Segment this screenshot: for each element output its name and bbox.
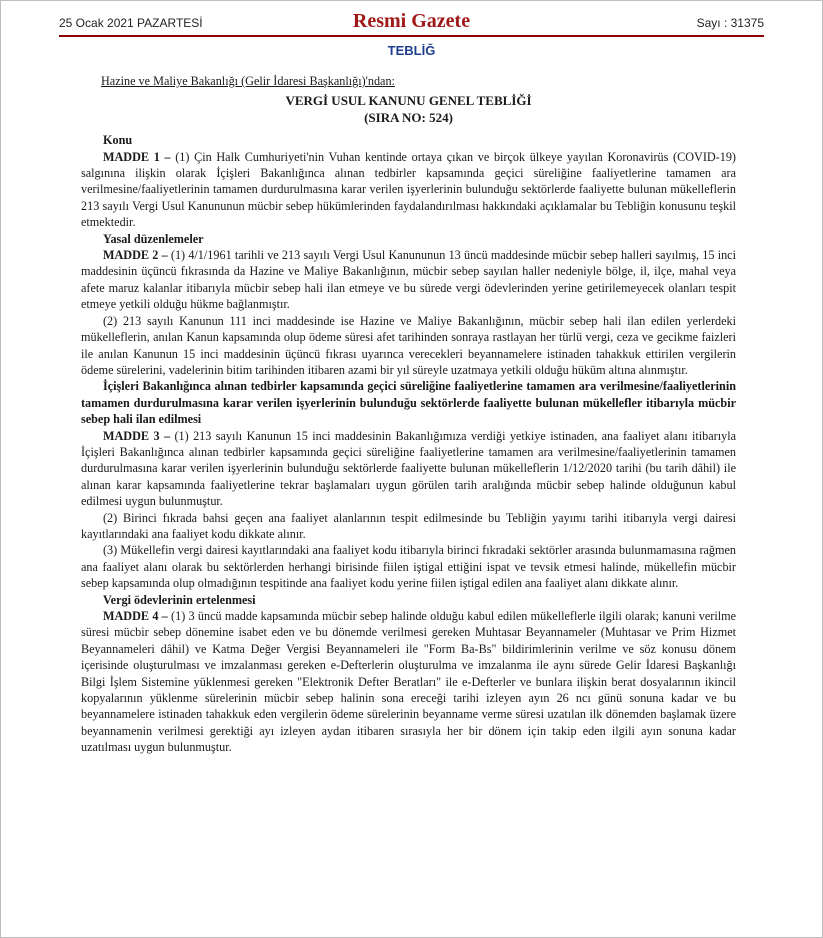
document-body xyxy=(81,73,736,756)
paragraph xyxy=(81,542,736,591)
header-date: 25 Ocak 2021 PAZARTESİ xyxy=(59,16,203,30)
section-heading: Konu xyxy=(103,133,133,148)
article-label: MADDE 2 – xyxy=(103,248,168,263)
issuer-line: Hazine ve Maliye Bakanlığı (Gelir İdaresi Başkanlığı)'ndan: xyxy=(101,74,395,88)
section-title: TEBLİĞ xyxy=(387,43,436,58)
paragraph-text: (2) 213 sayılı Kanunun 111 inci maddesinde ise Hazine ve Maliye Bakanlığının, mücbir sebep hali ilan edilen yerlerdeki mükelleflerin, anılan Kanun kapsamında olup ödeme süresi afet tarihinden sonraya rastlayan her türlü vergi, ceza ve gecikme faizleri ile anılan Kanunun 15 inci maddesinin üçüncü fıkrası uyarınca verecekleri beyannamelere istinaden tahakkuk ettirilen vergilerin ödeme sürelerini, vadelerinin bitim tarihinden itibaren azami bir yıl süreyle uzatmaya yetkili olduğu hüküm altına alınmıştır. xyxy=(81,313,736,377)
paragraph xyxy=(81,149,736,231)
paragraph xyxy=(81,313,736,379)
document-title: VERGİ USUL KANUNU GENEL TEBLİĞİ xyxy=(285,93,532,109)
gazette-title: Resmi Gazete xyxy=(352,10,471,32)
paragraph-text: (1) 3 üncü madde kapsamında mücbir sebep halinde olduğu kabul edilen mükelleflerle ilgili olarak; kanuni verilme süresi mücbir sebep dönemine isabet eden ve bu dönemde verilmesi gereken Muhtasar Beyannameler (Muhtasar ve Prim Hizmet Beyannameleri dâhil) ve Katma Değer Vergisi Beyannameleri ile "Form Ba-Bs" bildirimlerinin verilme ve söz konusu dönem içerisinde oluşturulması ve imzalanması gereken e-Defterlerin oluşturulma ve imzalanma ile aynı sürede Gelir İdaresi Başkanlığı Bilgi İşlem Sistemine yüklenmesi gereken "Elektronik Defter Beratları" ile e-Defterler ve bunlara ilişkin berat dosyalarının ikincil kopyalarının yüklenme sürelerinin mücbir sebep halinin sona ereceği tarihi izleyen ayın 26 ncı günü sonuna kadar ve bu beyannamelere istinaden tahakkuk eden vergilerin ödeme sürelerinin beyanname verme süresi uzatılan ilk dönemden başlamak üzere beyannamenin verilmesi gerektiği ayı izleyen aydan itibaren sırasıyla her bir dönem için takip eden ilgili ayın sonuna kadar uzatılması uygun bulunmuştur. xyxy=(81,609,736,755)
paragraph xyxy=(81,510,736,543)
paragraph-text: (2) Birinci fıkrada bahsi geçen ana faaliyet alanlarının tespit edilmesinde bu Tebliğin yayımı tarihi itibarıyla vergi dairesi kayıtlarındaki ana faaliyet kodu dikkate alınır. xyxy=(81,510,736,541)
section-heading: Yasal düzenlemeler xyxy=(103,231,204,246)
paragraph xyxy=(81,608,736,756)
issue-number: Sayı : 31375 xyxy=(696,16,764,30)
paragraph-text: (3) Mükellefin vergi dairesi kayıtlarındaki ana faaliyet kodu itibarıyla birinci fıkradaki sektörler arasında bulunmamasına rağmen ana faaliyet alanı olarak bu sektörlerden herhangi birisinde fiilen iştigal ettiğini ispat ve tevsik etmesi halinde, mükellefin mücbir sebep kapsamında olup olmadığının tespitinde ana faaliyet kodu yerine fiilen iştigal edilen ana faaliyet alanı dikkate alınır. xyxy=(81,543,736,591)
article-label: MADDE 4 – xyxy=(103,609,168,623)
section-heading: İçişleri Bakanlığınca alınan tedbirler kapsamında geçici süreliğine faaliyetlerine tamamen ara verilmesine/faaliyetlerinin tamamen durdurulmasına karar verilen işyerlerinin bulunduğu sektörlerde faaliyette bulunan mükellefler itibarıyla mücbir sebep hali ilan edilmesi xyxy=(81,379,736,427)
paragraph-text: (1) 213 sayılı Kanunun 15 inci maddesinin Bakanlığımıza verdiği yetkiye istinaden, ana faaliyet alanı itibarıyla İçişleri Bakanlığınca alınan tedbirler kapsamında geçici süreliğine faaliyetlerine tamamen ara verilmesine/faaliyetlerinin tamamen durdurulmasına karar verilen işyerlerinin bulunduğu sektörlerde faaliyette bulunan mükelleflerin 1/12/2020 tarihi (bu tarih dâhil) ile alınan karar kapsamında faaliyetlerine tekrar başlamaları uygun görülen tarih aralığında mücbir sebep halinde olduğunun kabul edilmesi uygun bulunmuştur. xyxy=(81,428,736,509)
paragraph-text: (1) 4/1/1961 tarihli ve 213 sayılı Vergi Usul Kanununun 13 üncü maddesinde mücbir sebep halleri sayılmış, 15 inci maddesinin üçüncü fıkrasında da Hazine ve Maliye Bakanlığının, mücbir sebep sayılan haller nedeniyle bölge, il, ilçe, mahal veya afete maruz kalanlar itibarıyla mücbir sebep hali ilan etmeye ve bu sürede vergi ödevlerinden yerine getirilemeyecek olanları tespit etmeye yetkili olduğu hükme bağlanmıştır. xyxy=(81,248,736,312)
paragraph xyxy=(81,428,736,510)
section-heading: Vergi ödevlerinin ertelenmesi xyxy=(103,592,256,607)
paragraph xyxy=(81,247,736,313)
article-label: MADDE 1 – xyxy=(103,149,171,164)
gazette-header xyxy=(59,9,764,37)
document-content xyxy=(81,132,736,755)
paragraph-text: (1) Çin Halk Cumhuriyeti'nin Vuhan kentinde ortaya çıkan ve birçok ülkeye yayılan Koronavirüs (COVID-19) salgınına ilişkin olarak İçişleri Bakanlığınca alınan tedbirler kapsamında geçici süreliğine faaliyetlerine tamamen ara verilmesine/faaliyetlerinin tamamen durdurulmasına karar verilen işyerlerinin bulunduğu sektörlerde faaliyette bulunan mükelleflerin 213 sayılı Vergi Usul Kanununun mücbir sebep hükümlerinden faydalandırılması hakkındaki açıklamalar bu Tebliğin konusunu teşkil etmektedir. xyxy=(81,149,736,230)
document-number: (SIRA NO: 524) xyxy=(364,109,453,125)
article-label: MADDE 3 – xyxy=(103,428,171,443)
